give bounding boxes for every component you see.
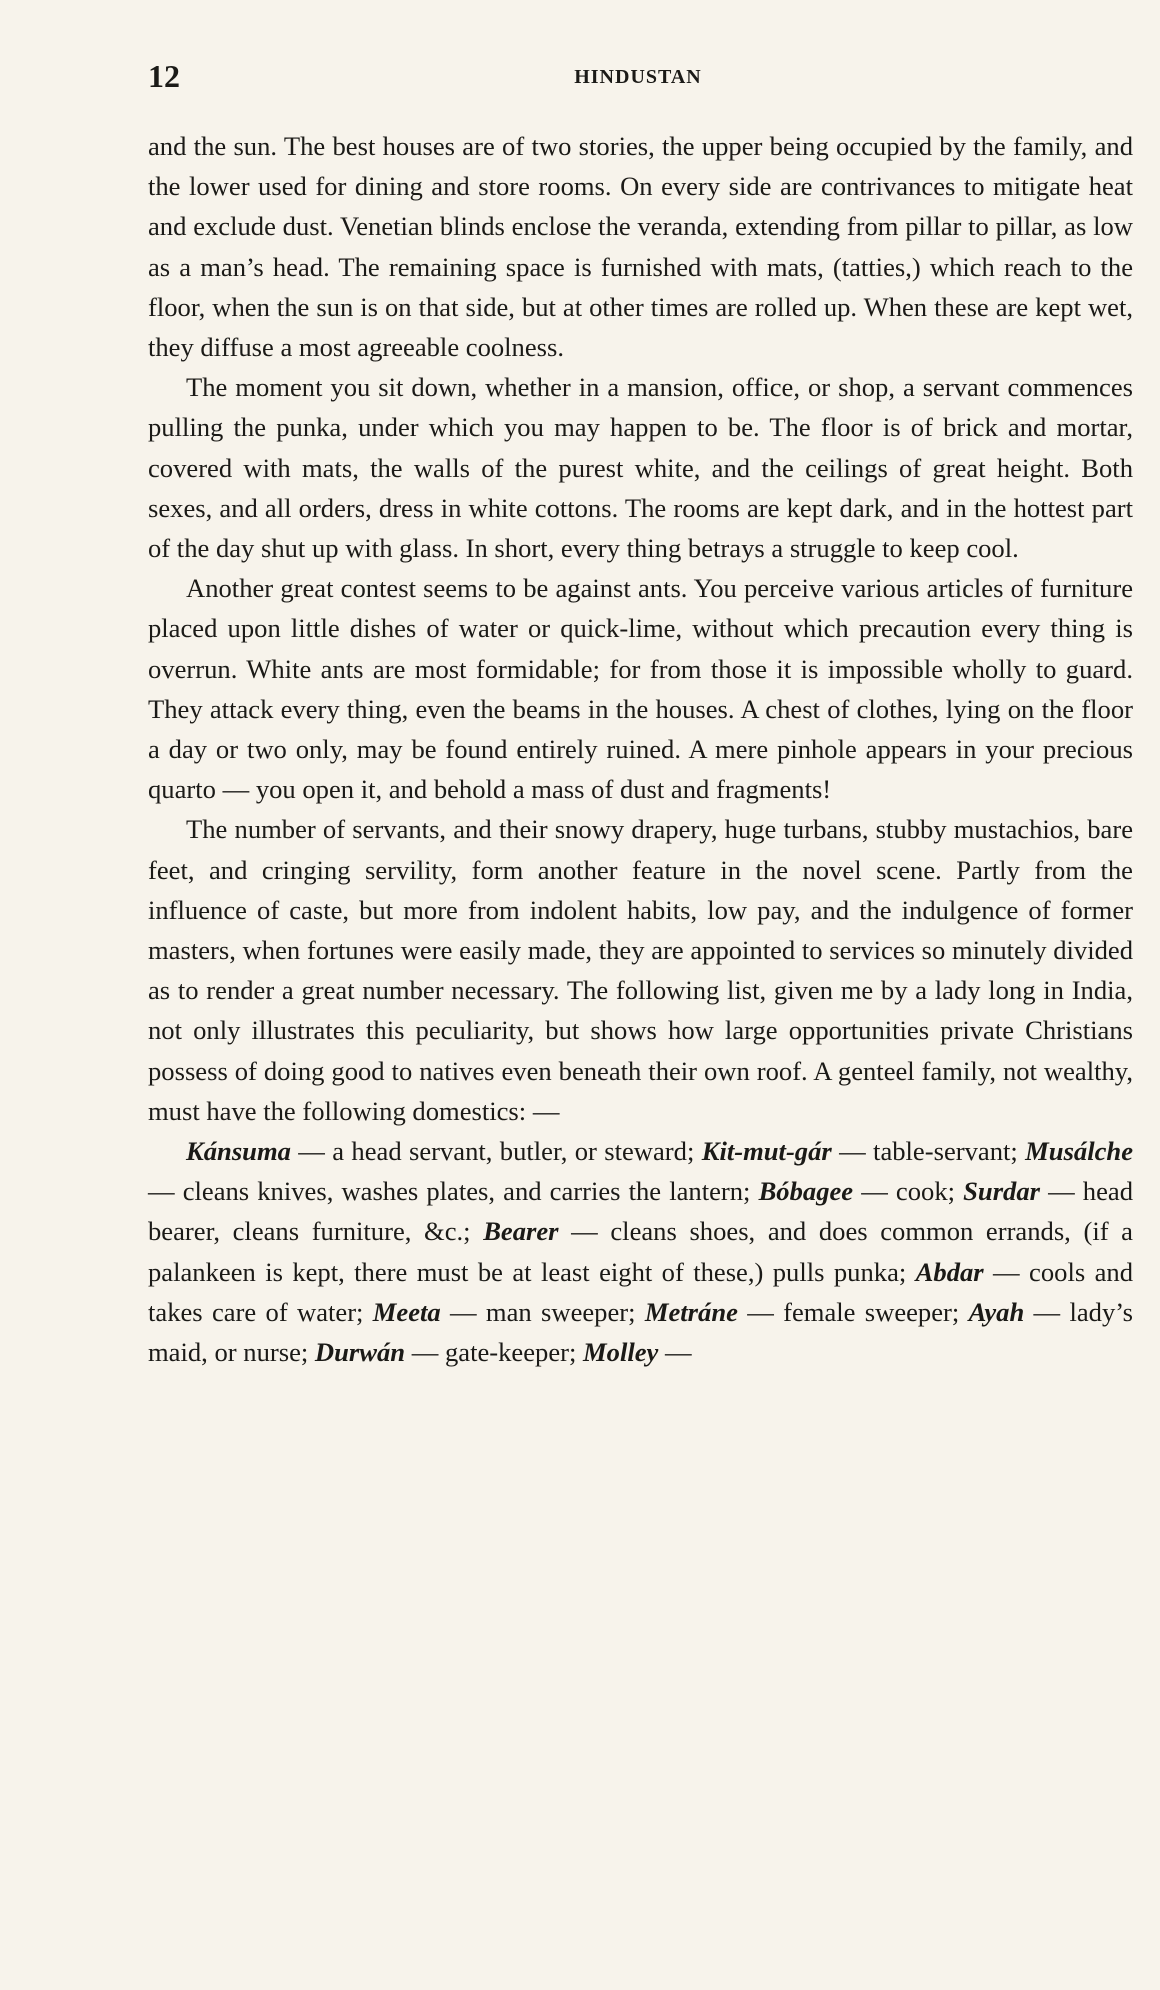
servant-description: — head bearer, cleans furniture, &c.; (148, 1176, 1134, 1247)
servant-description: — (658, 1337, 692, 1368)
servant-description: — lady’s maid, or nurse; (148, 1296, 1133, 1368)
servant-description: — cleans shoes, and does common errands, (if a palankeen is kept, there must be at least eight of these,) pulls punka; (148, 1216, 1133, 1287)
servant-description: — female sweeper; (737, 1296, 969, 1327)
servant-term: Bearer (483, 1216, 559, 1247)
page-number: 12 (148, 58, 180, 94)
servant-description: — cools and takes care of water; (148, 1256, 1133, 1327)
servant-term: Kit-mut-gár (701, 1136, 832, 1167)
servant-term: Abdar (915, 1256, 984, 1287)
paragraph: The moment you sit down, whether in a mansion, office, or shop, a servant commences pulling the punka, under which you may happen to be. The floor is of brick and mortar, covered with mats, the walls of the purest white, and the ceilings of great height. Both sexes, and all orders, dress in white cottons. The rooms are kept dark, and in the hottest part of the day shut up with glass. In short, every thing betrays a struggle to keep cool. (148, 372, 1133, 564)
running-head: HINDUSTAN (574, 66, 702, 88)
servant-term: Surdar (963, 1176, 1040, 1207)
paragraph: Another great contest seems to be against ants. You perceive various articles of furniture placed upon little dishes of water or quick-lime, without which precaution every thing is overrun. White ants are most formidable; for from those it is impossible wholly to guard. They attack every thing, even the beams in the houses. A chest of clothes, lying on the floor a day or two only, may be found entirely ruined. A mere pinhole appears in your precious quarto — you open it, and behold a mass of dust and fragments! (148, 573, 1133, 805)
servant-term: Durwán (314, 1337, 406, 1368)
paragraph: and the sun. The best houses are of two stories, the upper being occupied by the family, and the lower used for dining and store rooms. On every side are contrivances to mitigate heat and exclude dust. Venetian blinds enclose the veranda, extending from pillar to pillar, as low as a man’s head. The remaining space is furnished with mats, (tatties,) which reach to the floor, when the sun is on that side, but at other times are rolled up. When these are kept wet, they diffuse a most agreeable coolness. (148, 131, 1133, 363)
servant-description: — table-servant; (831, 1136, 1026, 1167)
servant-term: Ayah (968, 1296, 1025, 1327)
servant-list-paragraph (148, 1131, 1133, 1372)
servant-description: — gate-keeper; (405, 1337, 584, 1368)
paragraph: The number of servants, and their snowy drapery, huge turbans, stubby mustachios, bare feet, and cringing servility, form another feature in the novel scene. Partly from the influence of caste, but more from indolent habits, low pay, and the indulgence of former masters, when fortunes were easily made, they are appointed to services so minutely divided as to render a great number necessary. The following list, given me by a lady long in India, not only illustrates this peculiarity, but shows how large opportunities private Christians possess of doing good to natives even beneath their own roof. A genteel family, not wealthy, must have the following domestics: — (148, 814, 1133, 1126)
servant-description: — a head servant, butler, or steward; (290, 1136, 702, 1167)
servant-term: Musálche (1025, 1136, 1134, 1167)
servant-description: — cleans knives, washes plates, and carries the lantern; (148, 1176, 759, 1207)
body-text (148, 126, 1133, 1372)
servant-term: Molley (583, 1337, 659, 1368)
page-header (148, 58, 1128, 98)
servant-term: Meeta (372, 1296, 441, 1327)
servant-term: Metráne (644, 1296, 738, 1327)
servant-description: — man sweeper; (440, 1296, 645, 1327)
servant-description: — cook; (853, 1176, 964, 1207)
servant-term: Bóbagee (758, 1176, 854, 1207)
servant-term: Kánsuma (186, 1136, 291, 1167)
